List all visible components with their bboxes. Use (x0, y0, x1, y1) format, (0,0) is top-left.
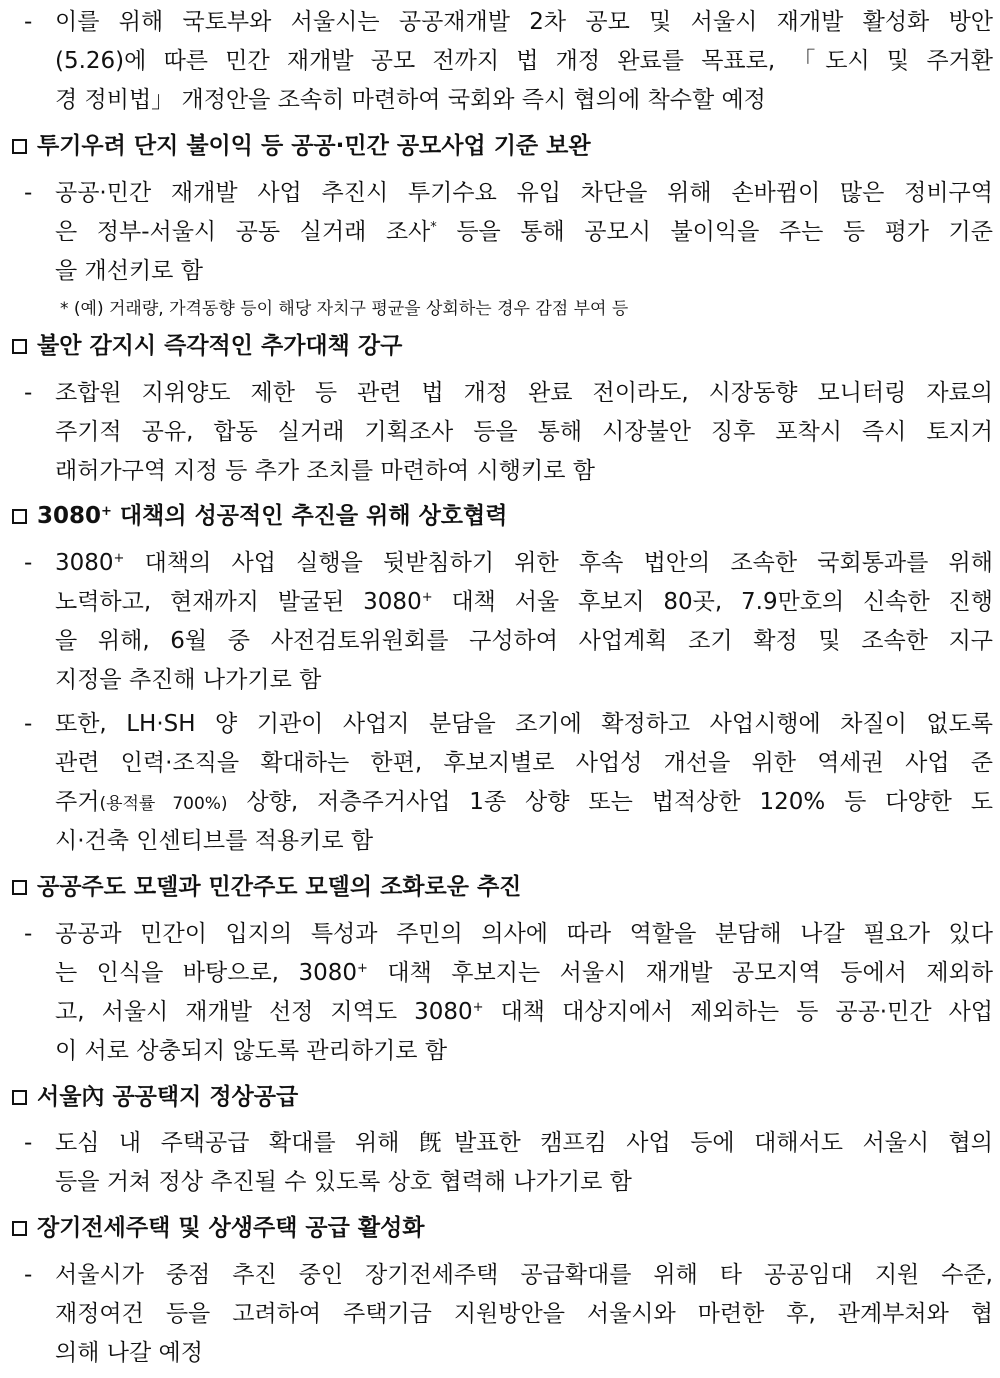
paragraph-line: 이 서로 상충되지 않도록 관리하기로 함 (55, 1038, 448, 1064)
paragraph-line: 경 정비법」 개정안을 조속히 마련하여 국회와 즉시 협의에 착수할 예정 (55, 87, 766, 113)
checkbox-square-icon (12, 880, 27, 895)
section-heading: 투기우려 단지 불이익 등 공공·민간 공모사업 기준 보완 (12, 129, 591, 163)
checkbox-square-icon (12, 1090, 27, 1105)
checkbox-square-icon (12, 1221, 27, 1236)
paragraph-line: 3080+ 대책의 사업 실행을 뒷받침하기 위한 후속 법안의 조속한 국회통과를 위해 (55, 550, 993, 576)
paragraph-line: 서울시가 중점 추진 중인 장기전세주택 공급확대를 위해 타 공공임대 지원 수준, (55, 1262, 993, 1288)
checkbox-square-icon (12, 339, 27, 354)
paragraph-line: 이를 위해 국토부와 서울시는 공공재개발 2차 공모 및 서울시 재개발 활성화 방안 (55, 9, 993, 35)
paragraph-line: 공공·민간 재개발 사업 추진시 투기수요 유입 차단을 위해 손바뀜이 많은 정비구역 (55, 180, 993, 206)
paragraph-line: 주거(용적률 700%) 상향, 저층주거사업 1종 상향 또는 법적상한 120% 등 다양한 도 (55, 789, 994, 815)
bullet-dash: - (24, 180, 33, 206)
paragraph-line: 을 위해, 6월 중 사전검토위원회를 구성하여 사업계획 조기 확정 및 조속한 지구 (55, 628, 993, 654)
paragraph-line: 지정을 추진해 나가기로 함 (55, 667, 322, 693)
paragraph-line: 시·건축 인센티브를 적용키로 함 (55, 828, 374, 854)
checkbox-square-icon (12, 139, 27, 154)
bullet-dash: - (24, 921, 33, 947)
section-heading: 3080+ 대책의 성공적인 추진을 위해 상호협력 (12, 499, 507, 533)
section-heading: 장기전세주택 및 상생주택 공급 활성화 (12, 1211, 425, 1245)
paragraph-line: 또한, LH·SH 양 기관이 사업지 분담을 조기에 확정하고 사업시행에 차질이 없도록 (55, 711, 993, 737)
paragraph-line: 공공과 민간이 입지의 특성과 주민의 의사에 따라 역할을 분담해 나갈 필요가 있다 (55, 921, 993, 947)
paragraph-line: 는 인식을 바탕으로, 3080+ 대책 후보지는 서울시 재개발 공모지역 등에서 제외하 (55, 960, 993, 986)
paragraph-line: 을 개선키로 함 (55, 258, 203, 284)
paragraph-line: 노력하고, 현재까지 발굴된 3080+ 대책 서울 후보지 80곳, 7.9만호의 신속한 진행 (55, 589, 993, 615)
footnote-marker: * (430, 220, 437, 235)
paragraph-line: 도심 내 주택공급 확대를 위해 旣발표한 캠프킴 사업 등에 대해서도 서울시 협의 (55, 1130, 993, 1156)
bullet-dash: - (24, 1130, 33, 1156)
paragraph-line: 등을 거쳐 정상 추진될 수 있도록 상호 협력해 나가기로 함 (55, 1169, 632, 1195)
checkbox-square-icon (12, 509, 27, 524)
paragraph-line: (5.26)에 따른 민간 재개발 공모 전까지 법 개정 완료를 목표로, 「도시 및 주거환 (55, 48, 993, 74)
paragraph-line: 조합원 지위양도 제한 등 관련 법 개정 완료 전이라도, 시장동향 모니터링 자료의 (55, 380, 993, 406)
paragraph-line: 의해 나갈 예정 (55, 1340, 203, 1366)
section-heading: 불안 감지시 즉각적인 추가대책 강구 (12, 329, 402, 363)
bullet-dash: - (24, 9, 33, 35)
section-heading: 공공주도 모델과 민간주도 모델의 조화로운 추진 (12, 870, 521, 904)
paragraph-line: 주기적 공유, 합동 실거래 기획조사 등을 통해 시장불안 징후 포착시 즉시 토지거 (55, 419, 993, 445)
paragraph-line: 재정여건 등을 고려하여 주택기금 지원방안을 서울시와 마련한 후, 관계부처와 협 (55, 1301, 993, 1327)
paragraph-line: 래허가구역 지정 등 추가 조치를 마련하여 시행키로 함 (55, 458, 595, 484)
bullet-dash: - (24, 1262, 33, 1288)
bullet-dash: - (24, 550, 33, 576)
section-heading: 서울內 공공택지 정상공급 (12, 1080, 298, 1114)
bullet-dash: - (24, 380, 33, 406)
bullet-dash: - (24, 711, 33, 737)
footnote: * (예) 거래량, 가격동향 등이 해당 자치구 평균을 상회하는 경우 감점 부여 등 (60, 299, 629, 319)
paragraph-line: 은 정부-서울시 공동 실거래 조사* 등을 통해 공모시 불이익을 주는 등 평가 기준 (55, 219, 993, 245)
paragraph-line: 고, 서울시 재개발 선정 지역도 3080+ 대책 대상지에서 제외하는 등 공공·민간 사업 (55, 999, 994, 1025)
paragraph-line: 관련 인력·조직을 확대하는 한편, 후보지별로 사업성 개선을 위한 역세권 사업 준 (55, 750, 993, 776)
